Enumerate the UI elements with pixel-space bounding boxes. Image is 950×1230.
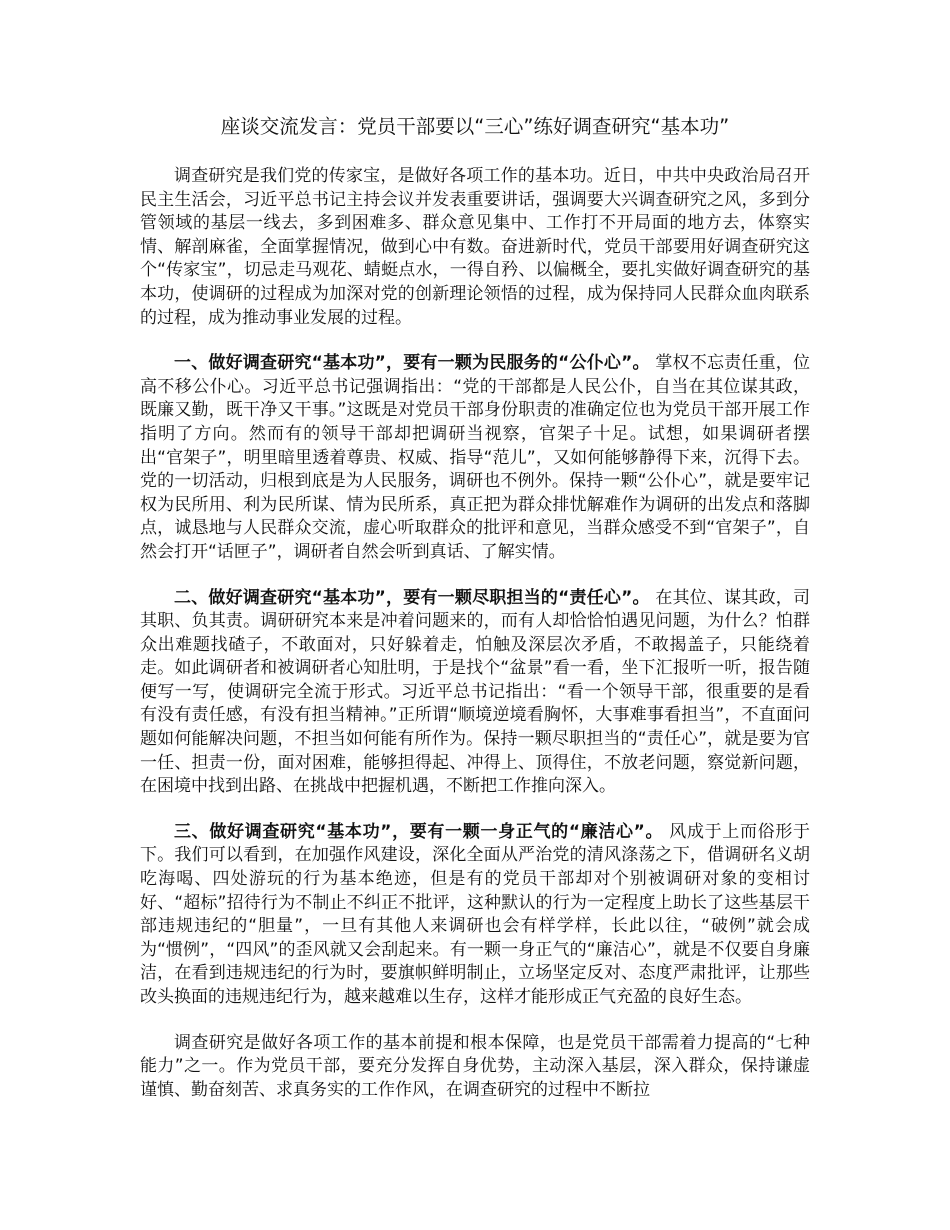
section-3-heading: 三、做好调查研究“基本功”，要有一颗一身正气的“廉洁心”。: [174, 821, 664, 842]
paragraph-intro-text: 调查研究是我们党的传家宝，是做好各项工作的基本功。近日，中共中央政治局召开民主生活会，习近平总书记主持会议并发表重要讲话，强调要大兴调查研究之风，多到分管领域的基层一线去，多到困难多、群众意见集中、工作打不开局面的地方去，体察实情、解剖麻雀，全面掌握情况，做到心中有数。奋进新时代，党员干部要用好调查研究这个“传家宝”，切忌走马观花、蜻蜓点水，一得自矜、以偏概全，要扎实做好调查研究的基本功，使调研的过程成为加深对党的创新理论领悟的过程，成为保持同人民群众血肉联系的过程，成为推动事业发展的过程。: [140, 166, 810, 328]
paragraph-section-1: [140, 352, 810, 564]
paragraph-section-3: [140, 821, 810, 1010]
paragraph-intro: [140, 165, 810, 330]
paragraph-section-2: [140, 587, 810, 799]
section-1-text: 掌权不忘责任重，位高不移公仆心。习近平总书记强调指出：“党的干部都是人民公仆，自当在其位谋其政，既廉又勤，既干净又干事。”这既是对党员干部身份职责的准确定位也为党员干部开展工作指明了方向。然而有的领导干部却把调研当视察，官架子十足。试想，如果调研者摆出“官架子”，明里暗里透着尊贵、权威、指导“范儿”，又如何能够静得下来，沉得下去。党的一切活动，归根到底是为人民服务，调研也不例外。保持一颗“公仆心”，就是要牢记权为民所用、利为民所谋、情为民所系，真正把为群众排忧解难作为调研的出发点和落脚点，诚恳地与人民群众交流，虚心听取群众的批评和意见，当群众感受不到“官架子”，自然会打开“话匣子”，调研者自然会听到真话、了解实情。: [140, 353, 811, 562]
section-3-text: 风成于上而俗形于下。我们可以看到，在加强作风建设，深化全面从严治党的清风涤荡之下，借调研名义胡吃海喝、四处游玩的行为基本绝迹，但是有的党员干部却对个别被调研对象的变相讨好、“超标”招待行为不制止不纠正不批评，这种默认的行为一定程度上助长了这些基层干部违规违纪的“胆量”，一旦有其他人来调研也会有样学样，长此以往，“破例”就会成为“惯例”，“四风”的歪风就又会刮起来。有一颗一身正气的“廉洁心”，就是不仅要自身廉洁，在看到违规违纪的行为时，要旗帜鲜明制止，立场坚定反对、态度严肃批评，让那些改头换面的违规违纪行为，越来越难以生存，这样才能形成正气充盈的良好生态。: [140, 821, 810, 1007]
section-2-heading: 二、做好调查研究“基本功”，要有一颗尽职担当的“责任心”。: [174, 587, 650, 608]
section-2-text: 在其位、谋其政，司其职、负其责。调研研究本来是冲着问题来的，而有人却恰恰怕遇见问题，为什么？怕群众出难题找碴子，不敢面对，只好躲着走，怕触及深层次矛盾，不敢揭盖子，只能绕着走。如此调研者和被调研者心知肚明，于是找个“盆景”看一看，坐下汇报听一听，报告随便写一写，使调研完全流于形式。习近平总书记指出：“看一个领导干部，很重要的是看有没有责任感，有没有担当精神。”正所谓“顺境逆境看胸怀，大事难事看担当”，不直面问题如何能解决问题，不担当如何能有所作为。保持一颗尽职担当的“责任心”，就是要为官一任、担责一份，面对困难，能够担得起、冲得上、顶得住，不放老问题，察觉新问题，在困境中找到出路、在挑战中把握机遇，不断把工作推向深入。: [140, 587, 811, 797]
paragraph-conclusion-text: 调查研究是做好各项工作的基本前提和根本保障，也是党员干部需着力提高的“七种能力”之一。作为党员干部，要充分发挥自身优势，主动深入基层，深入群众，保持谦虚谨慎、勤奋刻苦、求真务实的工作作风，在调查研究的过程中不断拉: [140, 1032, 810, 1100]
paragraph-conclusion: [140, 1032, 810, 1103]
section-1-heading: 一、做好调查研究“基本功”，要有一颗为民服务的“公仆心”。: [174, 353, 650, 374]
document-title: 座谈交流发言：党员干部要以“三心”练好调查研究“基本功”: [220, 115, 730, 138]
